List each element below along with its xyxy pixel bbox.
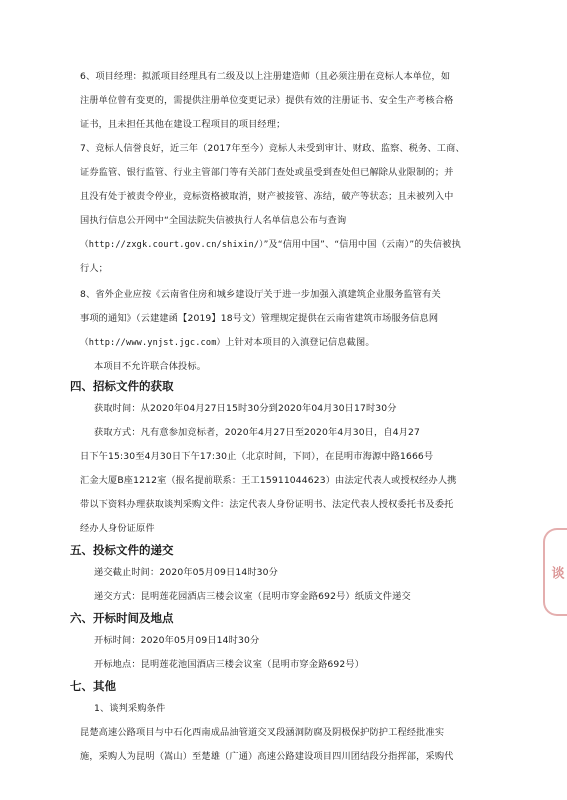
section4-method-line1: 获取方式：凡有意参加竞标者，2020年4月27日至2020年4月30日，自4月27 <box>94 427 421 438</box>
section7-sub1: 1、谈判采购条件 <box>94 703 166 714</box>
section7-line2: 施，采购人为昆明（嵩山）至楚雄（广通）高速公路建设项目四川团结段分指挥部，采购代 <box>80 751 454 762</box>
section5-heading: 五、投标文件的递交 <box>70 543 174 557</box>
item7-line2: 证券监管、银行监管、行业主管部门等有关部门查处或虽受到查处但已解除从业限制的；并 <box>80 167 454 178</box>
section6-heading: 六、开标时间及地点 <box>70 611 174 625</box>
section4-method-line2: 日下午15:30至4月30日下午17:30止（北京时间，下同），在昆明市海源中路1666号 <box>80 451 434 462</box>
item7-line1: 7、竞标人信誉良好，近三年（2017年至今）竞标人未受到审计、财政、监察、税务、工商、 <box>80 143 465 154</box>
item8-line3 <box>80 336 375 350</box>
section7-heading: 七、其他 <box>70 679 116 693</box>
item7-line3: 且没有处于被责令停业，竞标资格被取消，财产被接管、冻结，破产等状态；且未被列入中 <box>80 191 454 202</box>
item7-url: （http://zxgk.court.gov.cn/shixin/） <box>80 240 264 250</box>
item8-tail: 上针对本项目的入滇登记信息截图。 <box>225 337 375 348</box>
section6-time: 开标时间：2020年05月09日14时30分 <box>94 635 260 646</box>
no-consortium-note: 本项目不允许联合体投标。 <box>94 361 207 372</box>
section5-place: 递交方式：昆明莲花园酒店三楼会议室（昆明市穿金路692号）纸质文件递交 <box>94 591 411 602</box>
section7-line1: 昆楚高速公路项目与中石化西南成品油管道交叉段涵洞防腐及阴极保护防护工程经批准实 <box>80 727 445 738</box>
section6-place: 开标地点：昆明莲花池国酒店三楼会议室（昆明市穿金路692号） <box>94 659 365 670</box>
item7-line5 <box>80 238 461 252</box>
section4-heading: 四、招标文件的获取 <box>70 379 174 393</box>
section4-method-line5: 经办人身份证原件 <box>80 523 155 534</box>
item6-line1: 6、项目经理：拟派项目经理具有二级及以上注册建造师（且必须注册在竞标人本单位，如 <box>80 71 451 82</box>
item8-url: （http://www.ynjst.jgc.com） <box>80 338 226 348</box>
item7-line4: 国执行信息公开网中“全国法院失信被执行人名单信息公布与查询 <box>80 215 347 226</box>
section5-deadline: 递交截止时间：2020年05月09日14时30分 <box>94 567 278 578</box>
section4-method-line4: 带以下资料办理获取谈判采购文件：法定代表人身份证明书、法定代表人授权委托书及委托 <box>80 499 454 510</box>
item8-line2: 事项的通知》（云建建函【2019】18号文）管理规定提供在云南省建筑市场服务信息网 <box>80 313 439 324</box>
section4-time: 获取时间：从2020年04月27日15时30分到2020年04月30日17时30分 <box>94 403 397 414</box>
item8-line1: 8、省外企业应按《云南省住房和城乡建设厅关于进一步加强入滇建筑企业服务监管有关 <box>80 289 441 300</box>
item7-line6: 行人； <box>80 263 109 274</box>
item7-tail: ”及“信用中国”、“信用中国（云南）”的失信被执 <box>263 239 461 250</box>
partial-seal-stamp: 谈 <box>543 528 567 616</box>
item6-line2: 注册单位曾有变更的，需提供注册单位变更记录）提供有效的注册证书、安全生产考核合格 <box>80 95 454 106</box>
section4-method-line3: 汇金大厦B座1212室（报名提前联系：王工15911044623）由法定代表人或授权经办人携 <box>80 475 457 486</box>
item6-line3: 证书，且未担任其他在建设工程项目的项目经理； <box>80 119 286 130</box>
